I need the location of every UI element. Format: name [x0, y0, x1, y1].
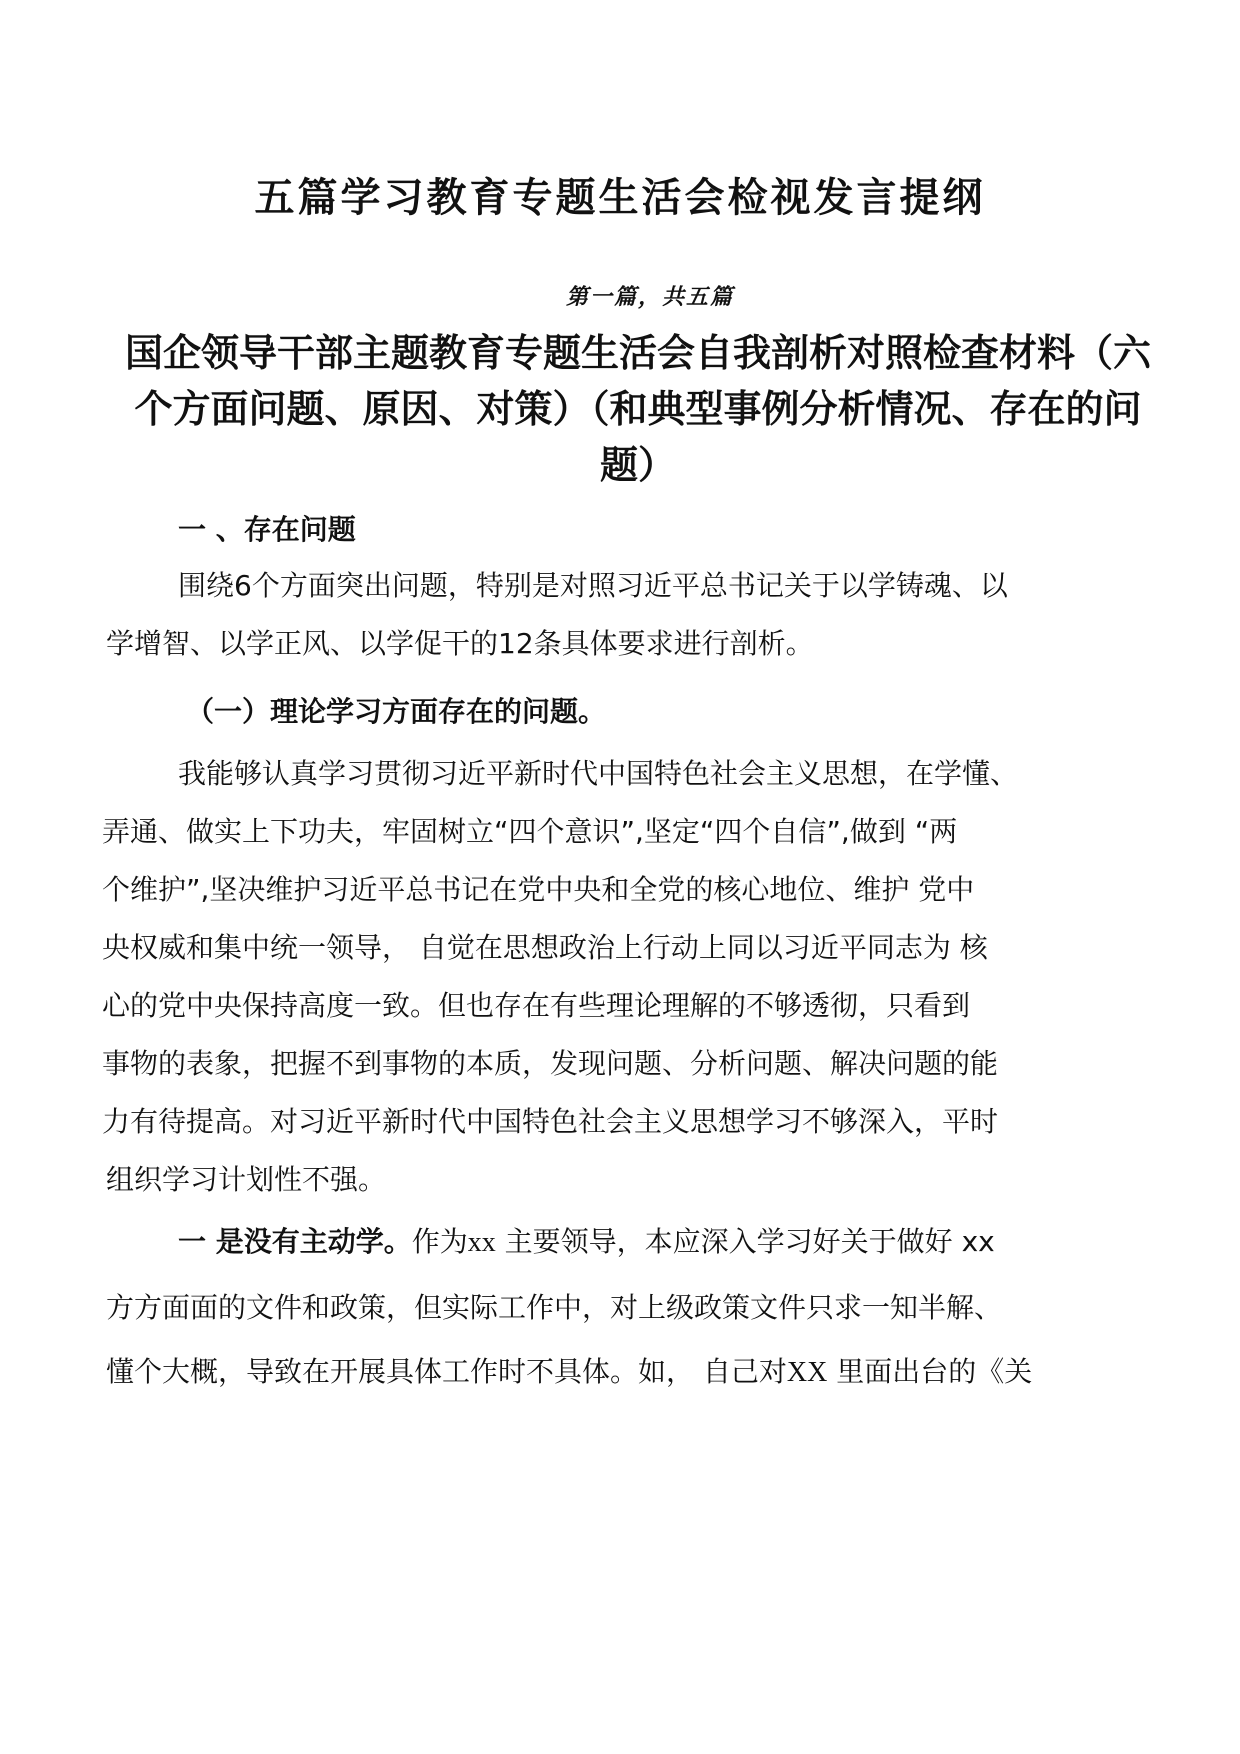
point-one-line-3 [106, 1352, 1032, 1393]
intro-line-1: 围绕6个方面突出问题，特别是对照习近平总书记关于以学铸魂、以 [178, 569, 1008, 602]
body-line-7: 力有待提高。对习近平新时代中国特色社会主义思想学习不够深入，平时 [102, 1105, 999, 1138]
body-line-4: 央权威和集中统一领导， 自觉在思想政治上行动上同以习近平同志为 核 [102, 931, 988, 964]
point-one-line3-text-b: 里面出台的《关 [827, 1355, 1033, 1388]
point-one-text-b: 主要领导，本应深入学习好关于做好 xx [495, 1225, 995, 1258]
body-line-5: 心的党中央保持高度一致。但也存在有些理论理解的不够透彻，只看到 [102, 989, 971, 1022]
point-one-placeholder-XX: XX [786, 1357, 828, 1388]
heading-existing-problems: 一 、存在问题 [178, 513, 356, 546]
body-line-8: 组织学习计划性不强。 [106, 1163, 387, 1196]
body-line-3: 个维护”,坚决维护习近平总书记在党中央和全党的核心地位、维护 党中 [102, 873, 975, 906]
sub-heading-theory: （一）理论学习方面存在的问题。 [186, 695, 607, 728]
document-title: 五篇学习教育专题生活会检视发言提纲 [254, 175, 986, 221]
point-one-line-1 [178, 1222, 995, 1263]
body-line-6: 事物的表象，把握不到事物的本质，发现问题、分析问题、解决问题的能 [102, 1047, 999, 1080]
intro-line-2: 学增智、以学正风、以学促干的12条具体要求进行剖析。 [106, 627, 814, 660]
point-one-line3-text-a: 懂个大概，导致在开展具体工作时不具体。如， 自己对 [106, 1355, 787, 1388]
point-one-text-a: 作为 [411, 1225, 468, 1258]
section-label: 第一篇，共五篇 [565, 284, 734, 310]
body-line-2: 弄通、做实上下功夫，牢固树立“四个意识”,坚定“四个自信”,做到 “两 [102, 815, 958, 848]
body-line-1: 我能够认真学习贯彻习近平新时代中国特色社会主义思想，在学懂、 [178, 757, 1019, 790]
point-one-lead: 一 是没有主动学。 [178, 1225, 412, 1258]
point-one-line-2: 方方面面的文件和政策，但实际工作中，对上级政策文件只求一知半解、 [106, 1291, 1003, 1324]
point-one-placeholder-xx: xx [467, 1227, 496, 1258]
article-title: 国企领导干部主题教育专题生活会自我剖析对照检查材料（六个方面问题、原因、对策）（和典型事例分析情况、存在的问题） [124, 331, 1151, 487]
